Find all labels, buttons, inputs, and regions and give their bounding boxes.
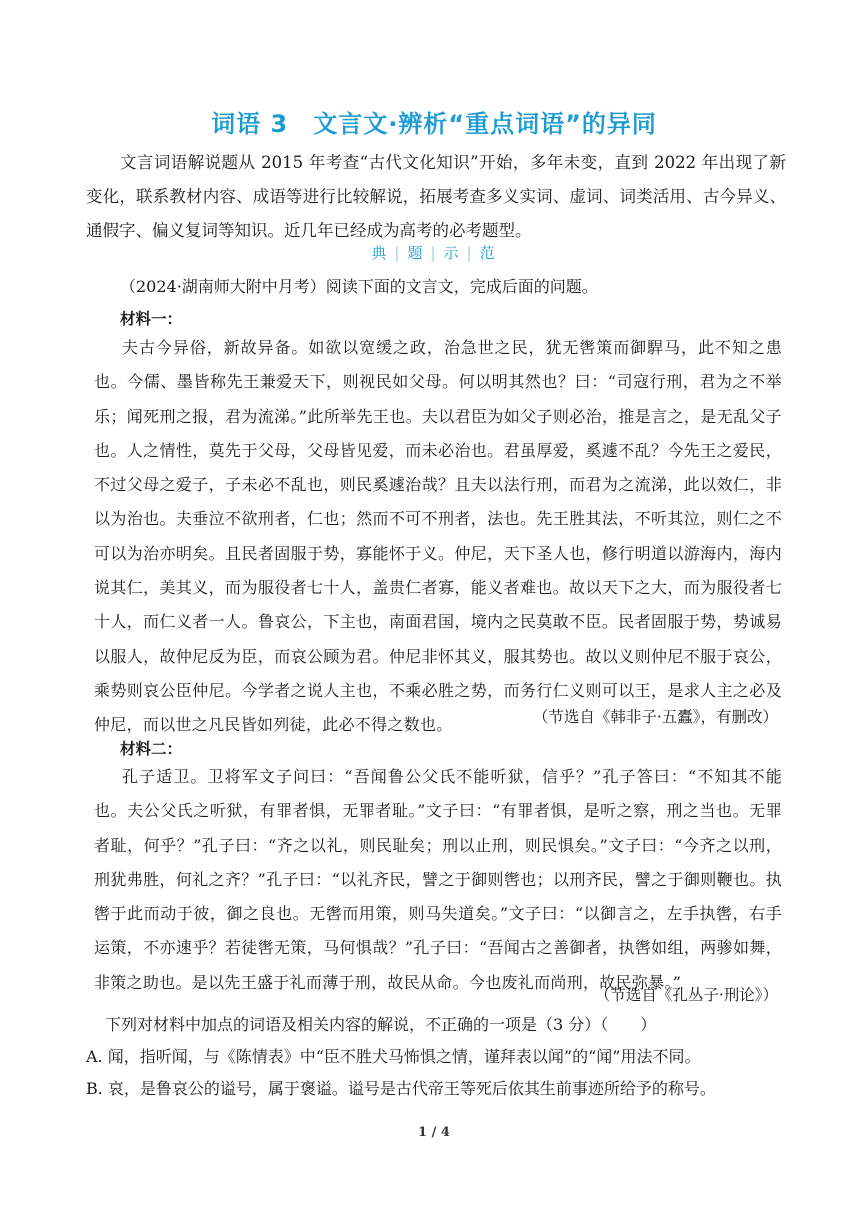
material1-label: 材料一： xyxy=(120,310,183,328)
separator-icon: | xyxy=(394,244,402,262)
material1-text: 夫古今异俗，新故异备。如欲以宽缓之政，治急世之民，犹无辔策而御駻马，此不知之患也。今儒、墨皆称先王兼爱天下，则视民如父母。何以明其然也？曰：“司寇行刑，君为之不举乐；闻死刑之报，君为流涕。”此所举先王也。夫以君臣为如父子则必治，推是言之，是无乱父子也。人之情性，莫先于父母，父母皆见爱，而未必治也。君虽厚爱，奚遽不乱？今先王之爱民，不过父母之爱子，子未必不乱也，则民奚遽治哉？且夫以法行刑，而君为之流涕，此以效仁，非以为治也。夫垂泣不欲刑者，仁也；然而不可不刑者，法也。先王胜其法，不听其泣，则仁之不可以为治亦明矣。且民者固服于势，寡能怀于义。仲尼，天下圣人也，修行明道以游海内，海内说其仁，美其义，而为服役者七十人，盖贵仁者寡，能义者难也。故以天下之大，而为服役者七十人，而仁义者一人。鲁哀公，下主也，南面君国，境内之民莫敢不臣。民者固服于势，势诚易以服人，故仲尼反为臣，而哀公顾为君。仲尼非怀其义，服其势也。故以义则仲尼不服于哀公，乘势则哀公臣仲尼。今学者之说人主也，不乘必胜之势，而务行仁义则可以王，是求人主之必及仲尼，而以世之凡民皆如列徒，此必不得之数也。 xyxy=(94,338,782,735)
page-title: 词语 3 文言文·辨析“重点词语”的异同 xyxy=(211,110,657,138)
section-label-char: 题 xyxy=(407,244,425,262)
section-label-char: 示 xyxy=(443,244,461,262)
separator-icon: | xyxy=(466,244,474,262)
page-number: 1 / 4 xyxy=(418,1125,450,1140)
option-b: B. 哀，是鲁哀公的谥号，属于褒谥。谥号是古代帝王等死后依其生前事迹所给予的称号。 xyxy=(86,1079,716,1098)
material1-citation: （节选自《韩非子·五蠹》，有删改） xyxy=(532,708,778,726)
material2-citation: （节选自《孔丛子·刑论》） xyxy=(594,986,778,1004)
option-a: A. 闻，指听闻，与《陈情表》中“臣不胜犬马怖惧之情，谨拜表以闻”的“闻”用法不同。 xyxy=(86,1047,701,1066)
section-label-char: 典 xyxy=(371,244,389,262)
intro-paragraph: 文言词语解说题从 2015 年考查“古代文化知识”开始，多年未变，直到 2022 年出现了新变化，联系教材内容、成语等进行比较解说，拓展考查多义实词、虚词、词类活用、古今异义、通假字、偏义复词等知识。近几年已经成为高考的必考题型。 xyxy=(86,153,786,240)
material2-label: 材料二： xyxy=(120,740,183,758)
question-stem: 下列对材料中加点的词语及相关内容的解说，不正确的一项是（3 分）（ ） xyxy=(105,1015,657,1034)
question-source: （2024·湖南师大附中月考）阅读下面的文言文，完成后面的问题。 xyxy=(120,277,598,296)
separator-icon: | xyxy=(430,244,438,262)
section-label xyxy=(0,242,868,263)
material2-text: 孔子适卫。卫将军文子问曰：“吾闻鲁公父氏不能听狱，信乎？”孔子答曰：“不知其不能也。夫公父氏之听狱，有罪者惧，无罪者耻。”文子曰：“有罪者惧，是听之察，刑之当也。无罪者耻，何乎？”孔子曰：“齐之以礼，则民耻矣；刑以止刑，则民惧矣。”文子曰：“今齐之以刑，刑犹弗胜，何礼之齐？”孔子曰：“以礼齐民，譬之于御则辔也；以刑齐民，譬之于御则鞭也。执辔于此而动于彼，御之良也。无辔而用策，则马失道矣。”文子曰：“以御言之，左手执辔，右手运策，不亦速乎？若徒辔无策，马何惧哉？”孔子曰：“吾闻古之善御者，执辔如组，两骖如舞，非策之助也。是以先王盛于礼而薄于刑，故民从命。今也废礼而尚刑，故民弥暴。” xyxy=(94,767,782,992)
section-label-char: 范 xyxy=(479,244,497,262)
